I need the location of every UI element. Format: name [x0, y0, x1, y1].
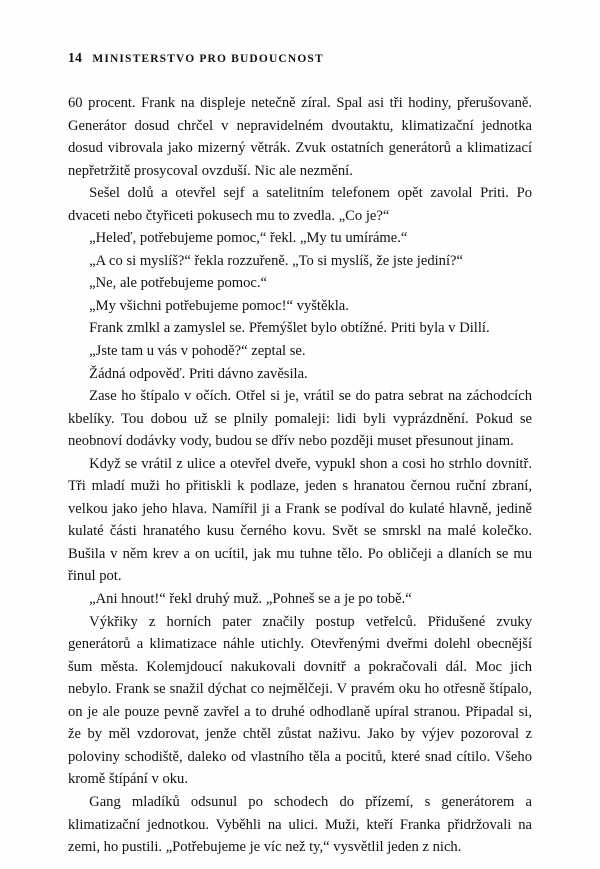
- paragraph: Žádná odpověď. Priti dávno zavěsila.: [89, 365, 308, 382]
- paragraph: „Ne, ale potřebujeme pomoc.“: [89, 275, 268, 292]
- paragraph: Frank zmlkl a zamyslel se. Přemýšlet bylo obtížné. Priti byla v Dillí.: [89, 320, 490, 337]
- paragraph: „Ani hnout!“ řekl druhý muž. „Pohneš se a je po tobě.“: [89, 591, 412, 608]
- paragraph: Když se vrátil z ulice a otevřel dveře, vypukl shon a cosi ho strhlo dovnitř. Tři mladí muži ho přitiskli k podlaze, jeden s hranatou černou ruční zbraní, velkou jako jeho hlava. Namířil ji a Frank se podíval do kulaté hlavně, jedině kulaté části hranatého kusu černého kovu. Svět se smrskl na malé kolečko. Bušila v něm krev a on ucítil, jak mu tuhne tělo. Po obličeji a dlaních se mu řinul pot.: [68, 455, 532, 585]
- paragraph: Zase ho štípalo v očích. Otřel si je, vrátil se do patra sebrat na záchodcích kbelíky. Tou dobou už se plnily pomaleji: lidi byli vyprázdnění. Pokud se neobnoví dodávky vody, budou se dřív nebo později muset přesunout jinam.: [68, 388, 532, 450]
- paragraph: Výkřiky z horních pater značily postup vetřelců. Přidušené zvuky generátorů a klimatizace náhle utichly. Otevřenými dveřmi dolehl obecnější šum města. Kolemjdoucí nakukovali dovnitř a pokračovali dál. Moc jich nebylo. Frank se snažil dýchat co nejmělčeji. V pravém oku ho otřesně štípalo, on je ale pouze pevně zavřel a to druhé odhodlaně upíral stranou. Připadal si, že by měl vzdorovat, jenže chtěl zůstat naživu. Jako by výjev pozoroval z poloviny schodiště, daleko od vlastního těla a pocitů, které snad cítilo. Všeho kromě štípání v oku.: [68, 613, 532, 788]
- paragraph: 60 procent. Frank na displeje netečně zíral. Spal asi tři hodiny, přerušovaně. Generátor dosud chrčel v nepravidelném dvoutaktu, klimatizační jednotka dosud vibrovala jako mizerný větrák. Zvuk ostatních generátorů a klimatizací nepřetržitě prosycoval ovzduší. Nic ale nezmění.: [68, 95, 532, 179]
- body-text: [68, 92, 532, 859]
- paragraph: „Heleď, potřebujeme pomoc,“ řekl. „My tu umíráme.“: [89, 230, 408, 247]
- paragraph: „My všichni potřebujeme pomoc!“ vyštěkla.: [89, 297, 349, 314]
- running-head-title: MINISTERSTVO PRO BUDOUCNOST: [92, 53, 324, 65]
- paragraph: „A co si myslíš?“ řekla rozzuřeně. „To si myslíš, že jste jediní?“: [89, 252, 463, 269]
- paragraph: Sešel dolů a otevřel sejf a satelitním telefonem opět zavolal Priti. Po dvaceti nebo čtyřiceti pokusech mu to zvedla. „Co je?“: [68, 185, 532, 224]
- page-number: 14: [68, 50, 83, 65]
- paragraph: Gang mladíků odsunul po schodech do přízemí, s generátorem a klimatizační jednotkou. Vyběhli na ulici. Muži, kteří Franka přidržovali na zemi, ho pustili. „Potřebujeme je víc než ty,“ vysvětlil jeden z nich.: [68, 793, 532, 856]
- running-head: [68, 50, 532, 66]
- paragraph: „Jste tam u vás v pohodě?“ zeptal se.: [89, 343, 306, 360]
